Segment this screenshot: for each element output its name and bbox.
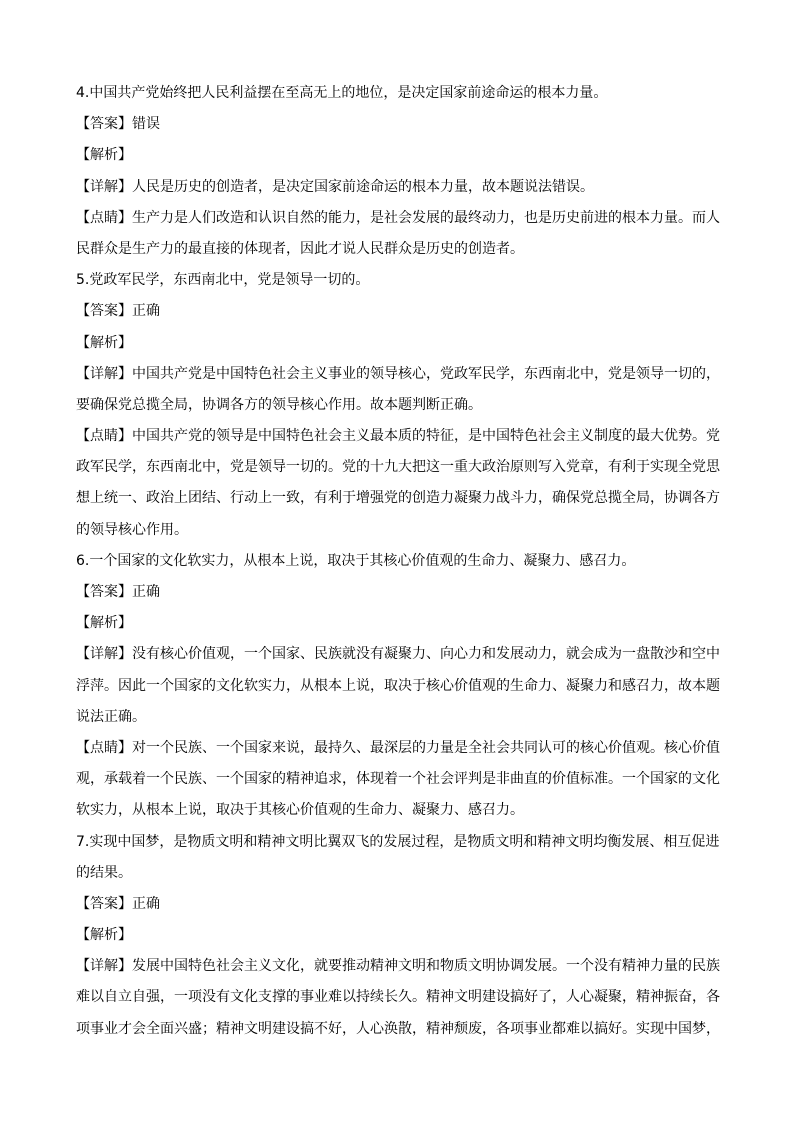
question-4: 4.中国共产党始终把人民利益摆在至高无上的地位，是决定国家前途命运的根本力量。	[76, 85, 608, 101]
detail-text: 【详解】没有核心价值观，一个国家、民族就没有凝聚力、向心力和发展动力，就会成为一盘散沙和空中	[76, 646, 720, 663]
note-text: 观，承载着一个民族、一个国家的精神追求，体现着一个社会评判是非曲直的价值标准。一个国家的文化	[76, 771, 720, 788]
question-7: 的结果。	[76, 864, 132, 881]
detail-text: 浮萍。因此一个国家的文化软实力，从根本上说，取决于核心价值观的生命力、凝聚力和感召力，故本题	[76, 677, 720, 694]
note-text: 民群众是生产力的最直接的体现者，因此才说人民群众是历史的创造者。	[76, 240, 524, 257]
note-text: 政军民学，东西南北中，党是领导一切的。党的十九大把这一重大政治原则写入党章，有利于实现全党思	[76, 459, 720, 476]
analysis-label: 【解析】	[76, 615, 132, 632]
document-body	[76, 78, 734, 1045]
answer-label: 【答案】正确	[76, 895, 160, 912]
analysis-label: 【解析】	[76, 147, 132, 164]
detail-text: 说法正确。	[76, 708, 146, 725]
note-text: 的领导核心作用。	[76, 521, 188, 538]
detail-text: 【详解】人民是历史的创造者，是决定国家前途命运的根本力量，故本题说法错误。	[76, 178, 594, 195]
note-text: 想上统一、政治上团结、行动上一致，有利于增强党的创造力凝聚力战斗力，确保党总揽全局，协调各方	[76, 490, 720, 507]
analysis-label: 【解析】	[76, 334, 132, 351]
note-text: 【点睛】中国共产党的领导是中国特色社会主义最本质的特征，是中国特色社会主义制度的最大优势。党	[76, 428, 720, 445]
answer-label: 【答案】错误	[76, 116, 160, 133]
detail-text: 要确保党总揽全局，协调各方的领导核心作用。故本题判断正确。	[76, 396, 482, 413]
answer-label: 【答案】正确	[76, 303, 160, 320]
question-5: 5.党政军民学，东西南北中，党是领导一切的。	[76, 272, 370, 289]
question-7: 7.实现中国梦，是物质文明和精神文明比翼双飞的发展过程，是物质文明和精神文明均衡发展、相互促进	[76, 833, 720, 850]
detail-text: 难以自立自强，一项没有文化支撑的事业难以持续长久。精神文明建设搞好了，人心凝聚，精神振奋，各	[76, 989, 720, 1006]
note-text: 【点睛】生产力是人们改造和认识自然的能力，是社会发展的最终动力，也是历史前进的根本力量。而人	[76, 209, 720, 226]
note-text: 软实力，从根本上说，取决于其核心价值观的生命力、凝聚力、感召力。	[76, 802, 524, 819]
note-text: 【点睛】对一个民族、一个国家来说，最持久、最深层的力量是全社会共同认可的核心价值观。核心价值	[76, 739, 720, 756]
question-6: 6.一个国家的文化软实力，从根本上说，取决于其核心价值观的生命力、凝聚力、感召力。	[76, 552, 636, 569]
analysis-label: 【解析】	[76, 927, 132, 944]
detail-text: 项事业才会全面兴盛；精神文明建设搞不好，人心涣散，精神颓废，各项事业都难以搞好。实现中国梦，	[76, 1020, 720, 1037]
answer-label: 【答案】正确	[76, 584, 160, 600]
detail-text: 【详解】中国共产党是中国特色社会主义事业的领导核心，党政军民学，东西南北中，党是领导一切的，	[76, 365, 720, 382]
detail-text: 【详解】发展中国特色社会主义文化，就要推动精神文明和物质文明协调发展。一个没有精神力量的民族	[76, 958, 720, 975]
